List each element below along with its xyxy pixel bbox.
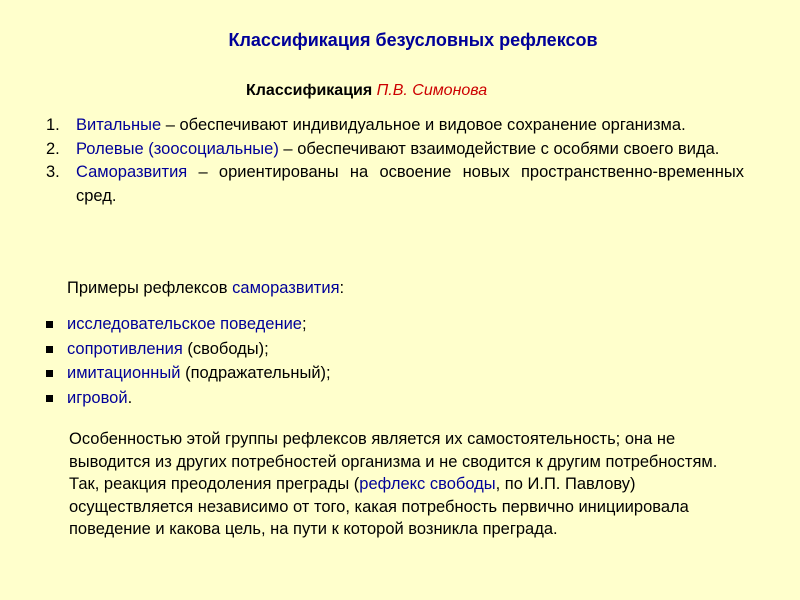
list-item [46,337,331,362]
example-term: игровой [67,388,128,407]
class-term: Витальные [76,116,162,134]
description-paragraph [69,428,749,541]
list-item [46,161,744,208]
example-rest: (свободы); [182,339,269,358]
list-item [46,361,331,386]
examples-term: саморазвития [232,279,340,297]
subtitle [246,82,487,100]
example-rest: ; [302,315,307,333]
paragraph-before: Особенностью этой группы рефлексов является их самостоятельность; она не выводится из других потребностей организма и не сводится к другим потребностям. Так, реакция преодоления преграды ( [69,430,718,493]
list-item [46,138,744,162]
example-term: имитационный [67,364,181,382]
list-item [46,312,331,337]
bullet-square-icon [46,321,53,328]
example-rest: (подражательный); [180,364,331,382]
subtitle-prefix: Классификация [246,82,377,99]
item-number: 3. [46,163,60,181]
bullet-square-icon [46,370,53,377]
examples-list [46,312,331,410]
class-description: – обеспечивают индивидуальное и видовое сохранение организма. [161,116,686,134]
example-term: исследовательское поведение [67,315,302,333]
examples-heading [67,279,344,298]
paragraph-after: , по И.П. Павлову) осуществляется независимо от того, какая потребность первично инициировала поведение и какова цель, на пути к которой возникла преграда. [69,475,689,538]
example-rest: . [127,388,133,407]
class-description: – обеспечивают взаимодействие с особями своего вида. [278,139,720,158]
class-term: Ролевые (зоосоциальные) [76,139,279,158]
page-title: Классификация безусловных рефлексов [228,30,598,50]
list-item [46,114,744,138]
classification-list [46,114,744,208]
item-number: 2. [46,139,60,158]
examples-lead: Примеры рефлексов [67,279,233,297]
bullet-square-icon [46,395,53,402]
class-term: Саморазвития [76,163,188,181]
item-number: 1. [46,116,60,134]
examples-tail: : [339,279,345,297]
list-item [46,386,331,411]
class-description: – ориентированы на освоение новых пространственно-временных сред. [76,163,744,205]
example-term: сопротивления [67,339,183,358]
paragraph-highlight: рефлекс свободы [359,475,496,493]
subtitle-author: П.В. Симонова [376,82,488,99]
bullet-square-icon [46,346,53,353]
